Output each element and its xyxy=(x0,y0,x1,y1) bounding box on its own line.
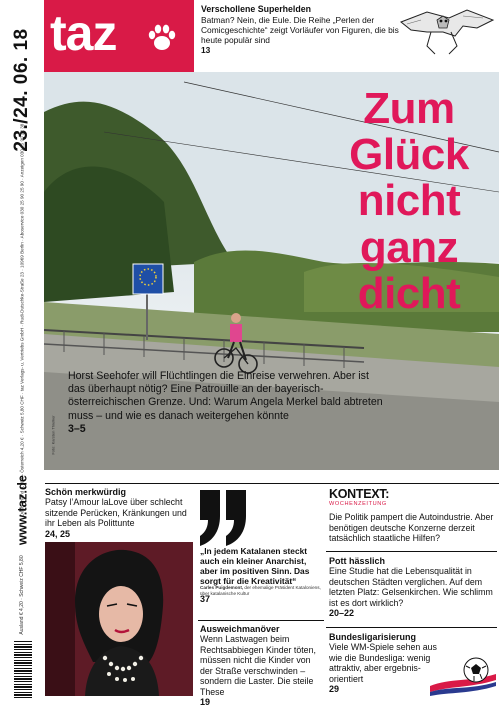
hero-caption-text: Horst Seehofer will Flüchtlingen die Einreise verwehren. Aber ist das überhaupt nötig? Eine Patrouille an der bayerisch-österreichischen Grenze. Und: Warum Angela Merkel bald abtreten muss – und wie es danach weitergehen könnte xyxy=(68,370,383,422)
section-divider xyxy=(198,620,324,621)
section-page: 19 xyxy=(200,697,211,707)
section-body: Die Politik pampert die Autoindustrie. Aber benötigen deutsche Konzerne derzeit tatsächlich staatliche Hilfen? xyxy=(329,512,494,544)
section-heading: Pott hässlich xyxy=(329,556,386,566)
portrait-illustration xyxy=(45,542,193,696)
section-divider xyxy=(326,551,497,552)
portrait-photo[interactable] xyxy=(45,542,193,696)
quote-icon xyxy=(196,488,252,548)
teaser-body: Batman? Nein, die Eule. Die Reihe „Perlen der Comicgeschichte“ zeigt Vorläufer von Figuren, die bis heute populär sind xyxy=(201,14,399,45)
quote-attribution xyxy=(200,585,322,596)
owl-illustration xyxy=(397,2,497,58)
section-divider xyxy=(326,627,497,628)
teaser-ausweichmanoever[interactable] xyxy=(200,624,324,707)
barcode xyxy=(14,640,32,698)
kontext-logo-sub: WOCHENZEITUNG xyxy=(329,501,387,507)
quote-page: 37 xyxy=(200,594,211,604)
section-pages: 24, 25 xyxy=(45,528,71,539)
spine-small-print: Deutschland 3,70 € · Österreich 4,20 € · Schweiz 5,80 CHF · taz Verlags- u. Vertriebs GmbH · Rudi-Dutschke-Straße 23 · 10969 Berlin · Aboservice 030 25 90 25 90 · Anzeigen 030 25 90 22 38 xyxy=(19,123,25,517)
teaser-heading: Verschollene Superhelden xyxy=(201,4,311,14)
hero-photo[interactable] xyxy=(44,72,499,470)
logo-name: taz xyxy=(50,5,117,61)
website-url[interactable]: www.taz.de xyxy=(14,474,30,546)
section-body: Eine Studie hat die Lebensqualität in deutschen Städten verglichen. Auf dem letzten Platz: Gelsenkirchen. Wie schlimm ist es dort wirklich? xyxy=(329,566,493,608)
teaser-schoen-merkwuerdig[interactable] xyxy=(45,487,195,539)
section-divider xyxy=(45,483,499,484)
quote-attribution-text: der ehemalige Präsident Kataloniens, über katalanische Kultur xyxy=(200,585,321,596)
kontext-logo[interactable] xyxy=(329,487,459,507)
section-heading: Bundesligarisierung xyxy=(329,632,417,642)
section-body: Wenn Lastwagen beim Rechtsabbiegen Kinder töten, müssen nicht die Kinder von der Straße verschwinden – sondern die Laster. Die steile These xyxy=(200,634,316,697)
football-icon xyxy=(430,656,496,696)
photo-credit: Foto: Karsten Thielker xyxy=(50,415,56,455)
section-heading: Schön merkwürdig xyxy=(45,487,127,497)
teaser-page: 13 xyxy=(201,44,211,55)
section-pages: 20–22 xyxy=(329,608,355,619)
paw-icon xyxy=(146,22,178,54)
kontext-logo-main: KONTEXT: xyxy=(329,487,390,501)
quote-attribution-name: Carles Puigdemont, xyxy=(200,585,244,590)
section-body: Viele WM-Spiele sehen aus wie die Bundesliga: wenig attraktiv, aber ergebnis-orientiert xyxy=(329,642,437,684)
teaser-pott-haesslich[interactable] xyxy=(329,556,497,618)
hero-caption xyxy=(68,370,388,436)
quote-text: „In jedem Katalanen steckt auch ein kleiner Anarchist, aber im positiven Sinn. Das sorgt für die Kreativität“ xyxy=(200,546,310,587)
teaser-kontext[interactable] xyxy=(329,512,497,544)
section-page: 29 xyxy=(329,684,340,695)
section-body: Patsy l’Amour laLove über schlecht sitzende Perücken, Kränkungen und ihr Leben als Polittunte xyxy=(45,497,187,529)
section-heading: Ausweichmanöver xyxy=(200,624,280,634)
hero-caption-pages: 3–5 xyxy=(68,422,86,435)
hero-headline: Zum Glück nicht ganz dicht xyxy=(349,84,469,318)
price-info: Ausland € 4,20 · Schweiz CHF 5,80 xyxy=(19,555,25,635)
teaser-superhelden[interactable] xyxy=(201,4,401,55)
issue-date: 23./24. 06. 18 xyxy=(11,28,32,152)
